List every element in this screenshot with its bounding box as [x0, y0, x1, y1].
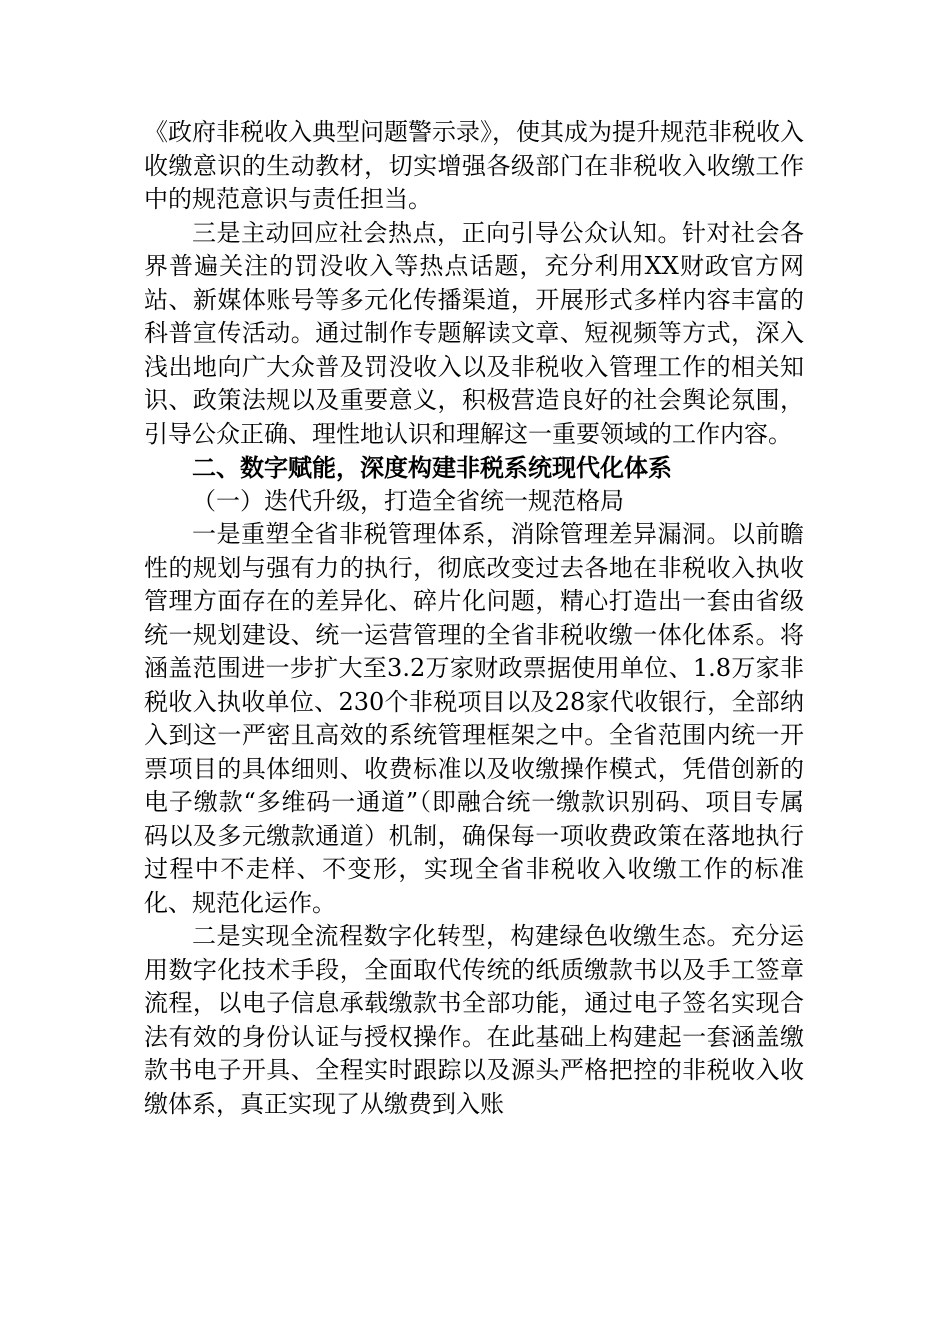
- paragraph-continued: 《政府非税收入典型问题警示录》，使其成为提升规范非税收入收缴意识的生动教材，切实增强各级部门在非税收入收缴工作中的规范意识与责任担当。: [144, 118, 804, 213]
- document-page: [144, 116, 804, 1121]
- section-heading: 二、数字赋能，深度构建非税系统现代化体系: [192, 453, 672, 482]
- paragraph-item-1: 一是重塑全省非税管理体系，消除管理差异漏洞。以前瞻性的规划与强有力的执行，彻底改变过去各地在非税收入执收管理方面存在的差异化、碎片化问题，精心打造出一套由省级统一规划建设、统一运营管理的全省非税收缴一体化体系。将涵盖范围进一步扩大至3.2万家财政票据使用单位、1.8万家非税收入执收单位、230个非税项目以及28家代收银行，全部纳入到这一严密且高效的系统管理框架之中。全省范围内统一开票项目的具体细则、收费标准以及收缴操作模式，凭借创新的电子缴款“多维码一通道”（即融合统一缴款识别码、项目专属码以及多元缴款通道）机制，确保每一项收费政策在落地执行过程中不走样、不变形，实现全省非税收入收缴工作的标准化、规范化运作。: [144, 520, 804, 917]
- paragraph-item-2: 二是实现全流程数字化转型，构建绿色收缴生态。充分运用数字化技术手段，全面取代传统的纸质缴款书以及手工签章流程，以电子信息承载缴款书全部功能，通过电子签名实现合法有效的身份认证与授权操作。在此基础上构建起一套涵盖缴款书电子开具、全程实时跟踪以及源头严格把控的非税收入收缴体系，真正实现了从缴费到入账: [144, 922, 804, 1118]
- subsection-heading: （一）迭代升级，打造全省统一规范格局: [192, 486, 624, 515]
- paragraph-item-3: 三是主动回应社会热点，正向引导公众认知。针对社会各界普遍关注的罚没收入等热点话题，充分利用XX财政官方网站、新媒体账号等多元化传播渠道，开展形式多样内容丰富的科普宣传活动。通过制作专题解读文章、短视频等方式，深入浅出地向广大众普及罚没收入以及非税收入管理工作的相关知识、政策法规以及重要意义，积极营造良好的社会舆论氛围，引导公众正确、理性地认识和理解这一重要领域的工作内容。: [144, 218, 804, 448]
